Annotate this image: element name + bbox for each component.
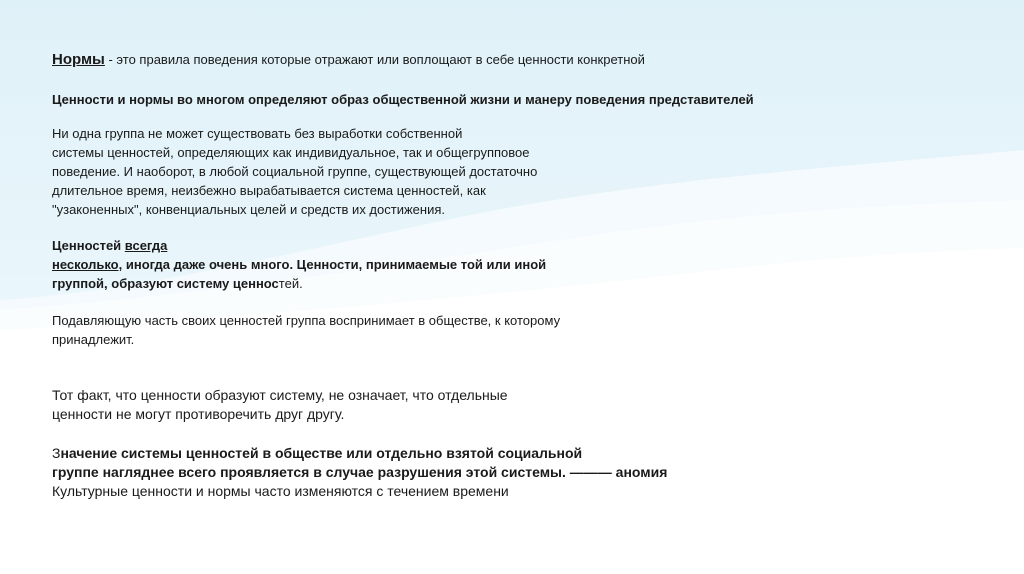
underlined-word: всегда <box>124 238 168 253</box>
text-line <box>52 463 667 482</box>
text-span: группой, образуют систему ценнос <box>52 276 279 291</box>
text-line: длительное время, неизбежно вырабатывается система ценностей, как <box>52 183 486 198</box>
anomie-label: ——— аномия <box>565 464 668 480</box>
text-line: Подавляющую часть своих ценностей группа воспринимает в обществе, к которому <box>52 313 561 328</box>
text-line: ценности не могут противоречить друг другу. <box>52 406 345 422</box>
text-line: Тот факт, что ценности образуют систему, не означает, что отдельные <box>52 387 508 403</box>
norms-definition-text: - это правила поведения которые отражают или воплощают в себе ценности конкретной <box>104 52 645 67</box>
text-line: принадлежит. <box>52 332 135 347</box>
text-line: системы ценностей, определяющих как индивидуальное, так и общегрупповое <box>52 145 530 160</box>
text-span: группе нагляднее всего проявляется в случае разрушения этой системы. <box>52 464 566 480</box>
text-span: начение системы ценностей в обществе или отдельно взятой социальной <box>60 445 583 461</box>
text-line <box>52 255 546 274</box>
text-line <box>52 236 167 255</box>
text-span: тей. <box>278 276 303 291</box>
underlined-word: несколько, <box>52 257 123 272</box>
text-span: Ценностей <box>52 238 125 253</box>
paragraph-norms-definition <box>52 50 645 69</box>
text-line: поведение. И наоборот, в любой социальной группе, существующей достаточно <box>52 164 538 179</box>
paragraph-values-norms: Ценности и нормы во многом определяют образ общественной жизни и манеру поведения представителей <box>52 92 754 107</box>
text-span: иногда даже очень много. Ценности, принимаемые той или иной <box>122 257 547 272</box>
text-line: "узаконенных", конвенциальных целей и средств их достижения. <box>52 202 445 217</box>
term-norms: Нормы <box>52 51 105 68</box>
text-line <box>52 274 303 293</box>
text-line: Ни одна группа не может существовать без выработки собственной <box>52 126 463 141</box>
text-span: З <box>52 445 61 461</box>
text-line <box>52 444 582 463</box>
text-line: Культурные ценности и нормы часто изменяются с течением времени <box>52 483 509 499</box>
